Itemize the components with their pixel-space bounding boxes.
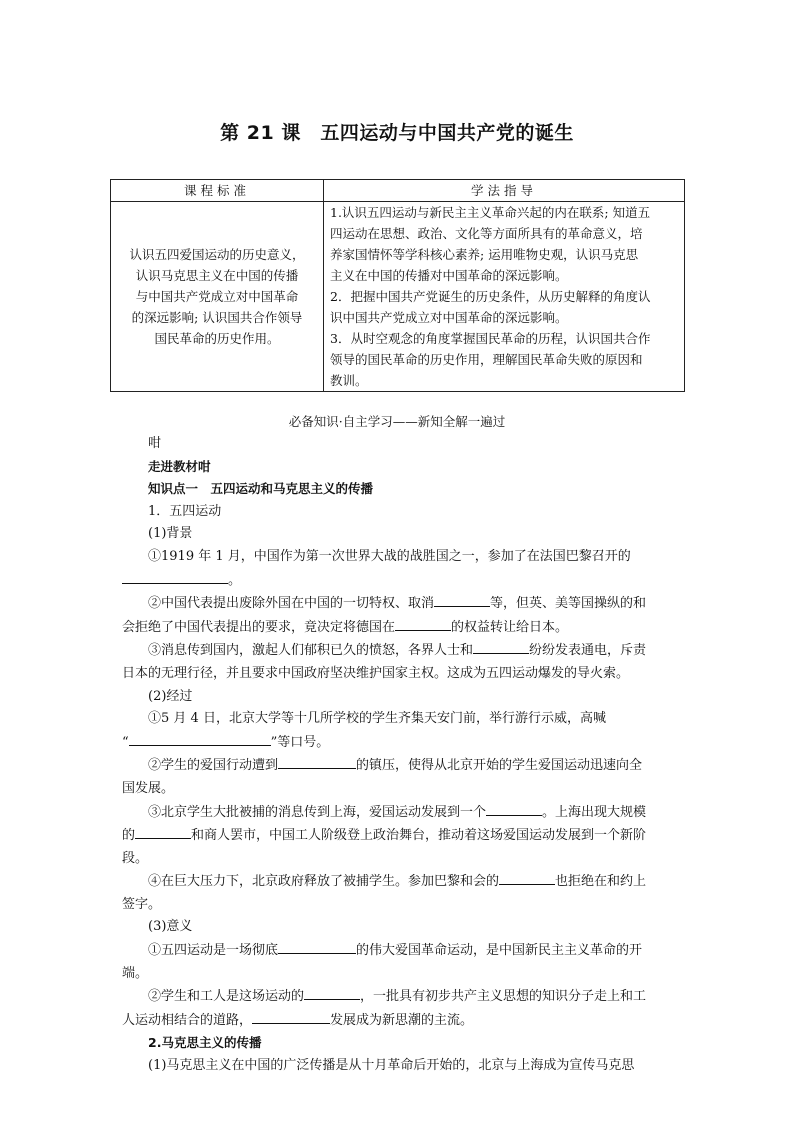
fill-blank[interactable] (473, 639, 529, 654)
standard-line: 认识五四爱国运动的历史意义， (129, 247, 305, 262)
text-line: 签字。 (122, 896, 162, 912)
text-line: 端。 (122, 965, 149, 981)
fill-blank[interactable] (252, 1009, 330, 1024)
fill-blank[interactable] (278, 754, 356, 769)
fill-blank[interactable] (304, 985, 360, 1000)
knowledge-point-heading: 知识点一 五四运动和马克思主义的传播 (148, 481, 374, 497)
text-line: (1)背景 (148, 526, 193, 542)
text-line: ②中国代表提出废除外国在中国的一切特权、取消 等，但英、美等国操纵的和 (122, 592, 685, 616)
guide-line: 1.认识五四运动与新民主主义革命兴起的内在联系; 知道五 (330, 205, 651, 220)
standard-line: 的深远影响; 认识国共合作领导 (131, 310, 303, 325)
fill-blank[interactable] (486, 801, 542, 816)
text-line: 人运动相结合的道路， 发展成为新思潮的主流。 (122, 1009, 685, 1033)
study-guide-cell (324, 202, 685, 392)
text-line: “ ”等口号。 (122, 731, 685, 755)
subsection-heading: 2.马克思主义的传播 (148, 1035, 262, 1051)
text-line: 日本的无理行径，并且要求中国政府坚决维护国家主权。这成为五四运动爆发的导火索。 (122, 665, 630, 681)
guide-line: 四运动在思想、政治、文化等方面所具有的革命意义，培 (330, 226, 643, 241)
text-line: 1．五四运动 (148, 503, 222, 519)
fill-blank[interactable] (135, 824, 191, 839)
guide-line: 识中国共产党成立对中国革命的深远影响。 (330, 310, 568, 325)
text-line: ①5 月 4 日，北京大学等十几所学校的学生齐集天安门前，举行游行示威，高喊 (148, 711, 606, 727)
curriculum-table (110, 179, 685, 392)
page-title: 第 21 课 五四运动与中国共产党的诞生 (220, 122, 574, 144)
header-curriculum-standard: 课程标准 (111, 180, 324, 202)
fill-blank[interactable] (434, 592, 490, 607)
fill-blank[interactable] (278, 939, 356, 954)
guide-line: 主义在中国的传播对中国革命的深远影响。 (330, 268, 568, 283)
text-line: (3)意义 (148, 919, 193, 935)
text-line: 段。 (122, 850, 149, 866)
text-line: 。 (122, 569, 685, 593)
text-line: ③消息传到国内，激起人们郁积已久的愤怒，各界人士和 纷纷发表通电，斥责 (122, 639, 685, 663)
section-heading: 必备知识·自主学习——新知全解一遍过 (288, 414, 506, 429)
text-line: ①五四运动是一场彻底 的伟大爱国革命运动，是中国新民主主义革命的开 (122, 939, 685, 963)
text-line: (2)经过 (148, 688, 193, 704)
text-line: 国发展。 (122, 780, 175, 796)
fill-blank[interactable] (122, 569, 228, 584)
curriculum-standard-cell (111, 202, 324, 392)
text-line: ③北京学生大批被捕的消息传到上海，爱国运动发展到一个 。上海出现大规模 (122, 801, 685, 825)
text-line: 咁 (148, 436, 162, 451)
body-text (122, 433, 685, 1078)
text-line: 会拒绝了中国代表提出的要求，竟决定将德国在 的权益转让给日本。 (122, 616, 685, 640)
standard-line: 与中国共产党成立对中国革命 (135, 289, 299, 304)
standard-line: 国民革命的历史作用。 (154, 331, 280, 346)
fill-blank[interactable] (395, 616, 451, 631)
text-line: (1)马克思主义在中国的广泛传播是从十月革命后开始的，北京与上海成为宣传马克思 (148, 1058, 635, 1074)
text-line: ②学生的爱国行动遭到 的镇压，使得从北京开始的学生爱国运动迅速向全 (122, 754, 685, 778)
text-line: ①1919 年 1 月，中国作为第一次世界大战的战胜国之一，参加了在法国巴黎召开的 (148, 548, 631, 564)
text-line: 的 和商人罢市，中国工人阶级登上政治舞台，推动着这场爱国运动发展到一个新阶 (122, 824, 685, 848)
guide-line: 领导的国民革命的历史作用，理解国民革命失败的原因和 (330, 352, 643, 367)
text-line: ②学生和工人是这场运动的 ，一批具有初步共产主义思想的知识分子走上和工 (122, 985, 685, 1009)
guide-line: 3．从时空观念的角度掌握国民革命的历程，认识国共合作 (330, 331, 651, 346)
guide-line: 2．把握中国共产党诞生的历史条件，从历史解释的角度认 (330, 289, 651, 304)
text-line: ④在巨大压力下，北京政府释放了被捕学生。参加巴黎和会的 也拒绝在和约上 (122, 870, 685, 894)
subsection-heading: 走进教材咁 (148, 458, 211, 474)
standard-line: 认识马克思主义在中国的传播 (135, 268, 299, 283)
fill-blank[interactable] (499, 870, 555, 885)
guide-line: 教训。 (330, 373, 368, 388)
fill-blank[interactable] (129, 731, 271, 746)
header-study-guide: 学法指导 (324, 180, 685, 202)
guide-line: 养家国情怀等学科核心素养; 运用唯物史观，认识马克思 (330, 247, 639, 262)
